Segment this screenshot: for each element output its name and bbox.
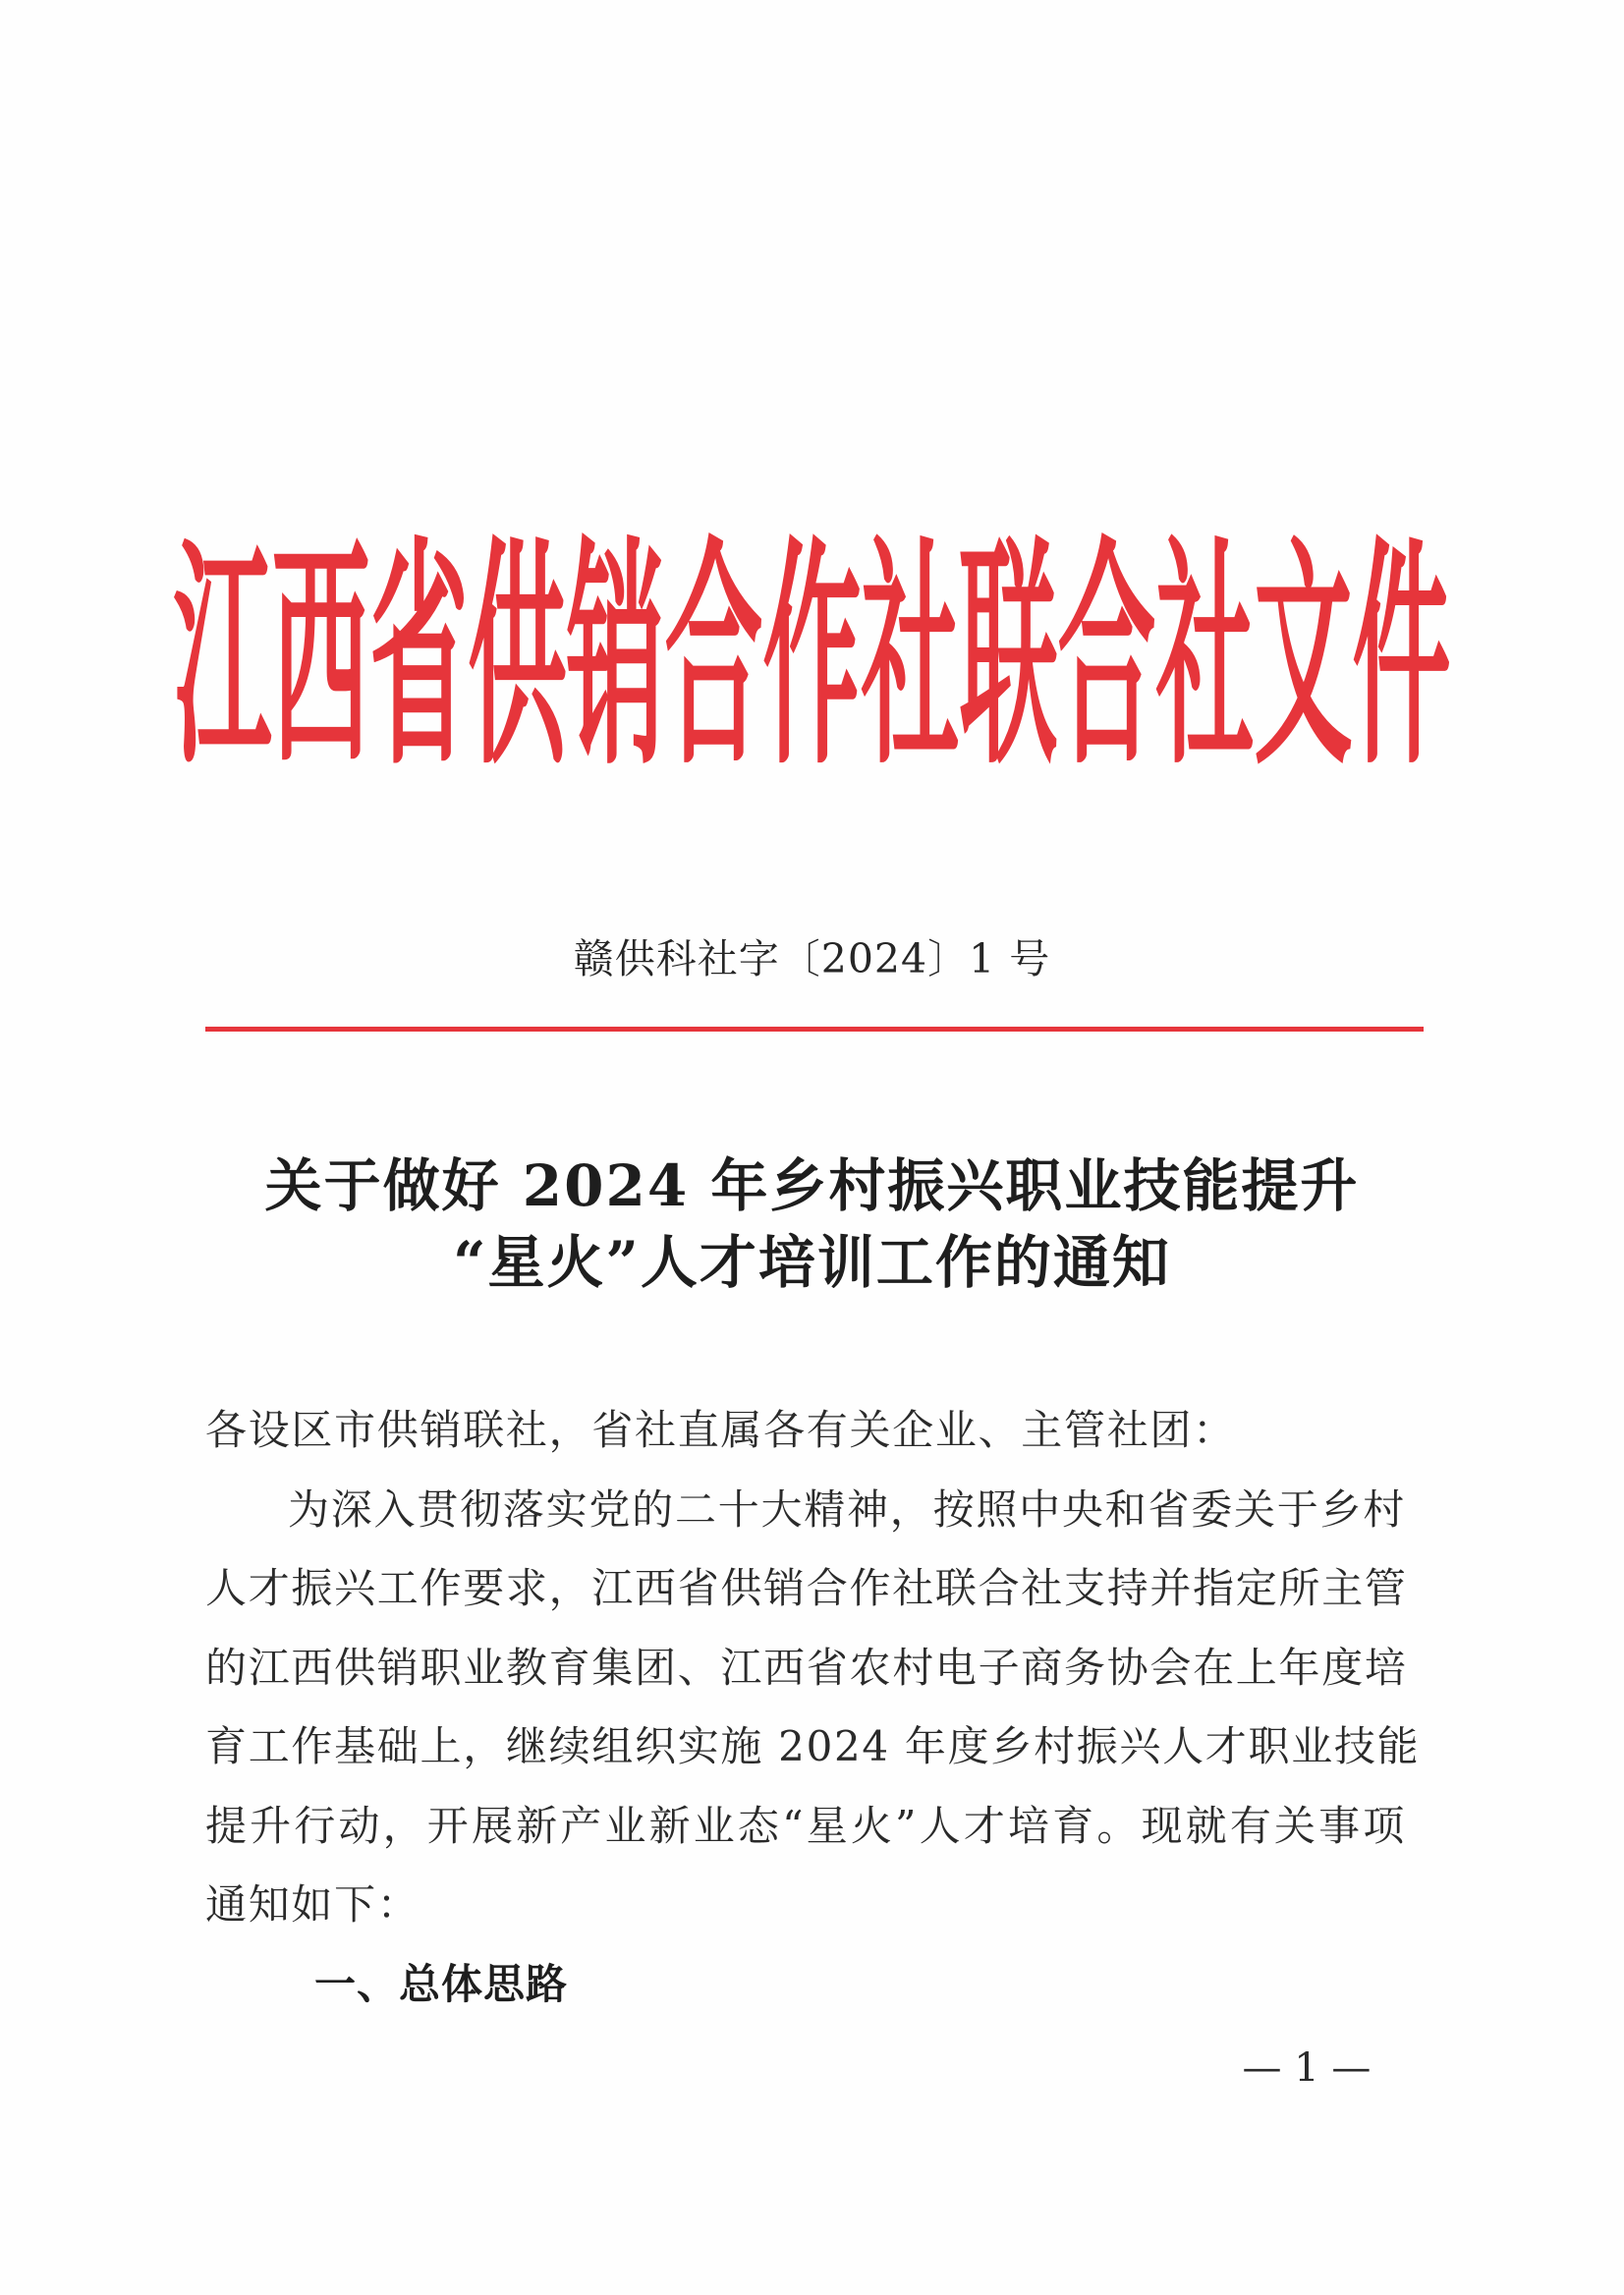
red-separator-line	[205, 1027, 1424, 1032]
issuer-header	[0, 513, 1624, 799]
paragraph-line: 为深入贯彻落实党的二十大精神，按照中央和省委关于乡村	[288, 1484, 1406, 1534]
page-number: — 1 —	[1242, 2045, 1372, 2091]
document-title-line-1: 关于做好 2024 年乡村振兴职业技能提升	[264, 1152, 1360, 1219]
document-number: 赣供科社字〔2024〕1 号	[573, 935, 1051, 982]
document-title-line-2: “星火”人才培训工作的通知	[453, 1229, 1171, 1296]
paragraph-line: 人才振兴工作要求，江西省供销合作社联合社支持并指定所主管	[205, 1564, 1408, 1612]
salutation: 各设区市供销联社，省社直属各有关企业、主管社团：	[205, 1406, 1236, 1454]
paragraph-line: 育工作基础上，继续组织实施 2024 年度乡村振兴人才职业技能	[205, 1722, 1421, 1770]
paragraph-line: 通知如下：	[205, 1880, 420, 1929]
section-heading: 一、总体思路	[314, 1959, 569, 2008]
paragraph-line: 的江西供销职业教育集团、江西省农村电子商务协会在上年度培	[205, 1643, 1408, 1692]
paragraph-line: 提升行动，开展新产业新业态“星火”人才培育。现就有关事项	[205, 1801, 1406, 1850]
issuer-title: 江西省供销合作社联合社文件	[173, 513, 1451, 799]
document-body	[205, 1391, 1421, 2024]
